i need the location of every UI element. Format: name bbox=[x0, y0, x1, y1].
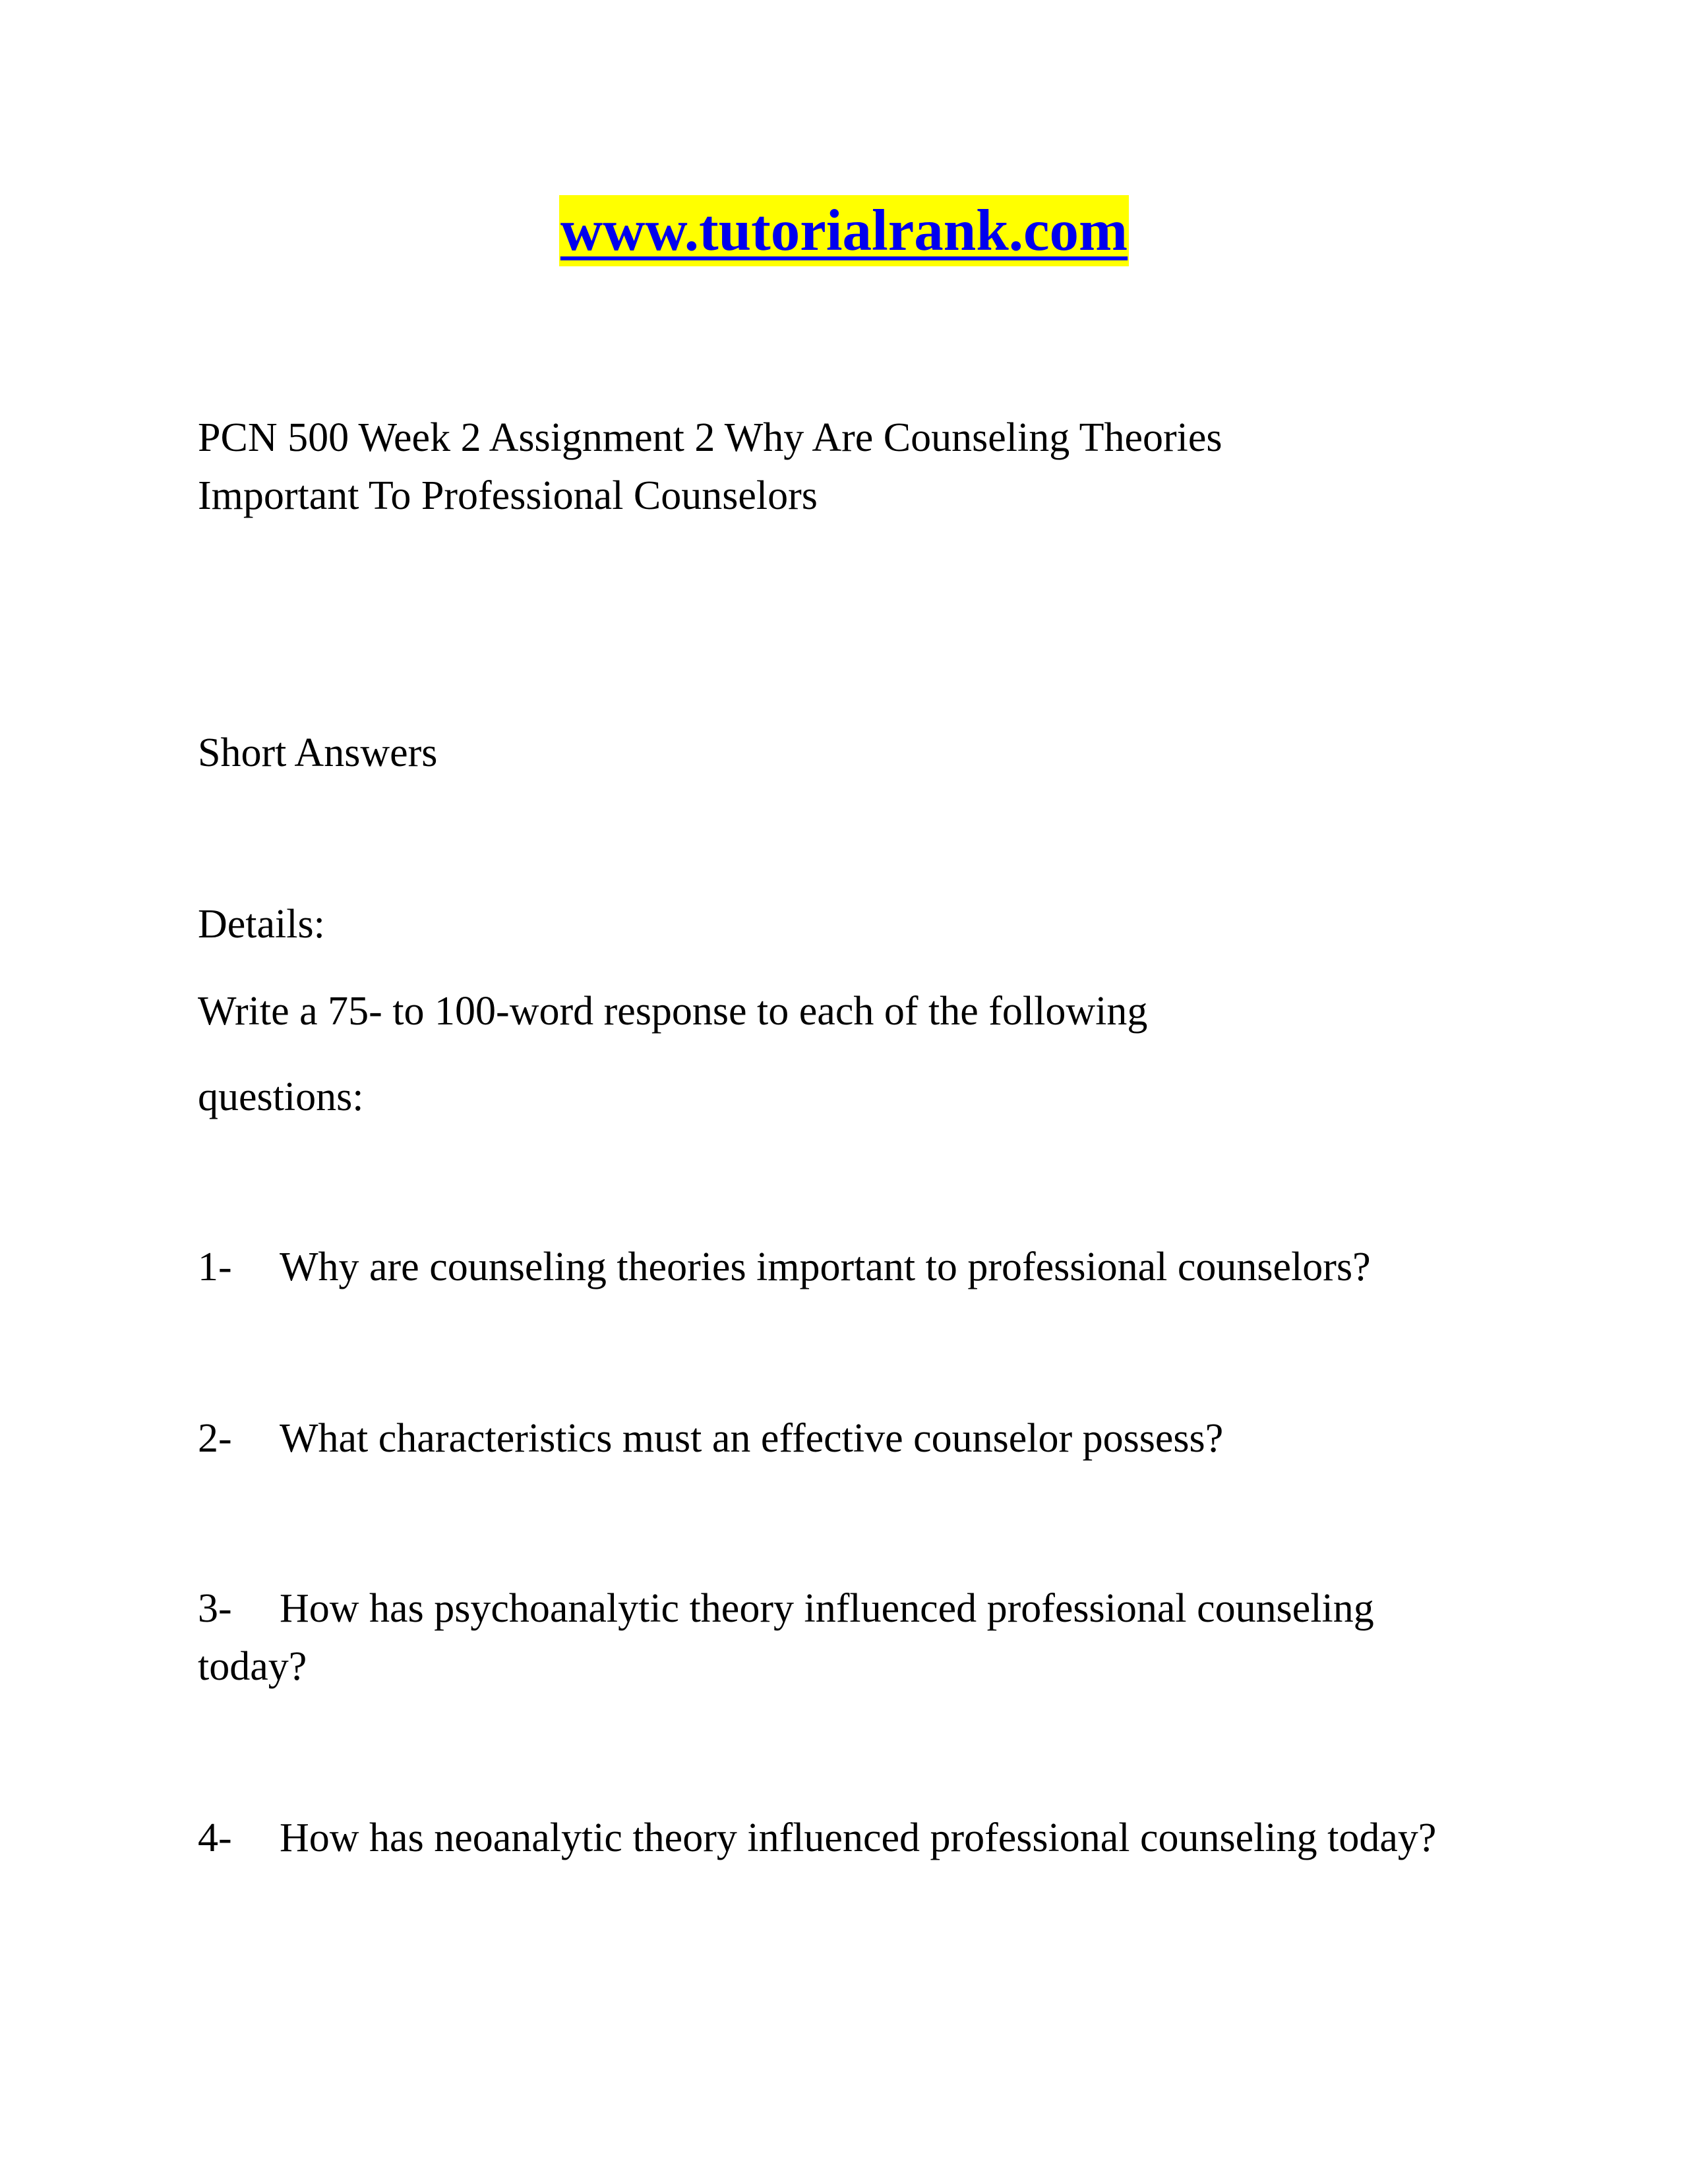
question-item bbox=[198, 1809, 1490, 1867]
question-text: Why are counseling theories important to professional counselors? bbox=[280, 1245, 1371, 1289]
question-number: 3- bbox=[198, 1586, 232, 1631]
question-text: How has neoanalytic theory influenced professional counseling today? bbox=[280, 1815, 1437, 1860]
question-text: How has psychoanalytic theory influenced professional counseling today? bbox=[198, 1586, 1374, 1689]
instruction-text: Write a 75- to 100-word response to each of the following bbox=[198, 989, 1148, 1034]
question-item bbox=[198, 1409, 1490, 1467]
question-text: What characteristics must an effective counselor possess? bbox=[280, 1416, 1224, 1461]
question-number: 1- bbox=[198, 1245, 232, 1289]
question-item bbox=[198, 1238, 1490, 1296]
header bbox=[0, 195, 1688, 266]
question-number: 4- bbox=[198, 1815, 232, 1860]
question-number: 2- bbox=[198, 1416, 232, 1461]
instruction-text-continued: questions: bbox=[198, 1075, 364, 1119]
section-heading: Short Answers bbox=[198, 730, 438, 775]
document-title: PCN 500 Week 2 Assignment 2 Why Are Counseling Theories Important To Professional Counselors bbox=[198, 415, 1222, 518]
website-link[interactable]: www.tutorialrank.com bbox=[559, 195, 1129, 266]
question-item bbox=[198, 1579, 1490, 1696]
details-label: Details: bbox=[198, 902, 325, 947]
